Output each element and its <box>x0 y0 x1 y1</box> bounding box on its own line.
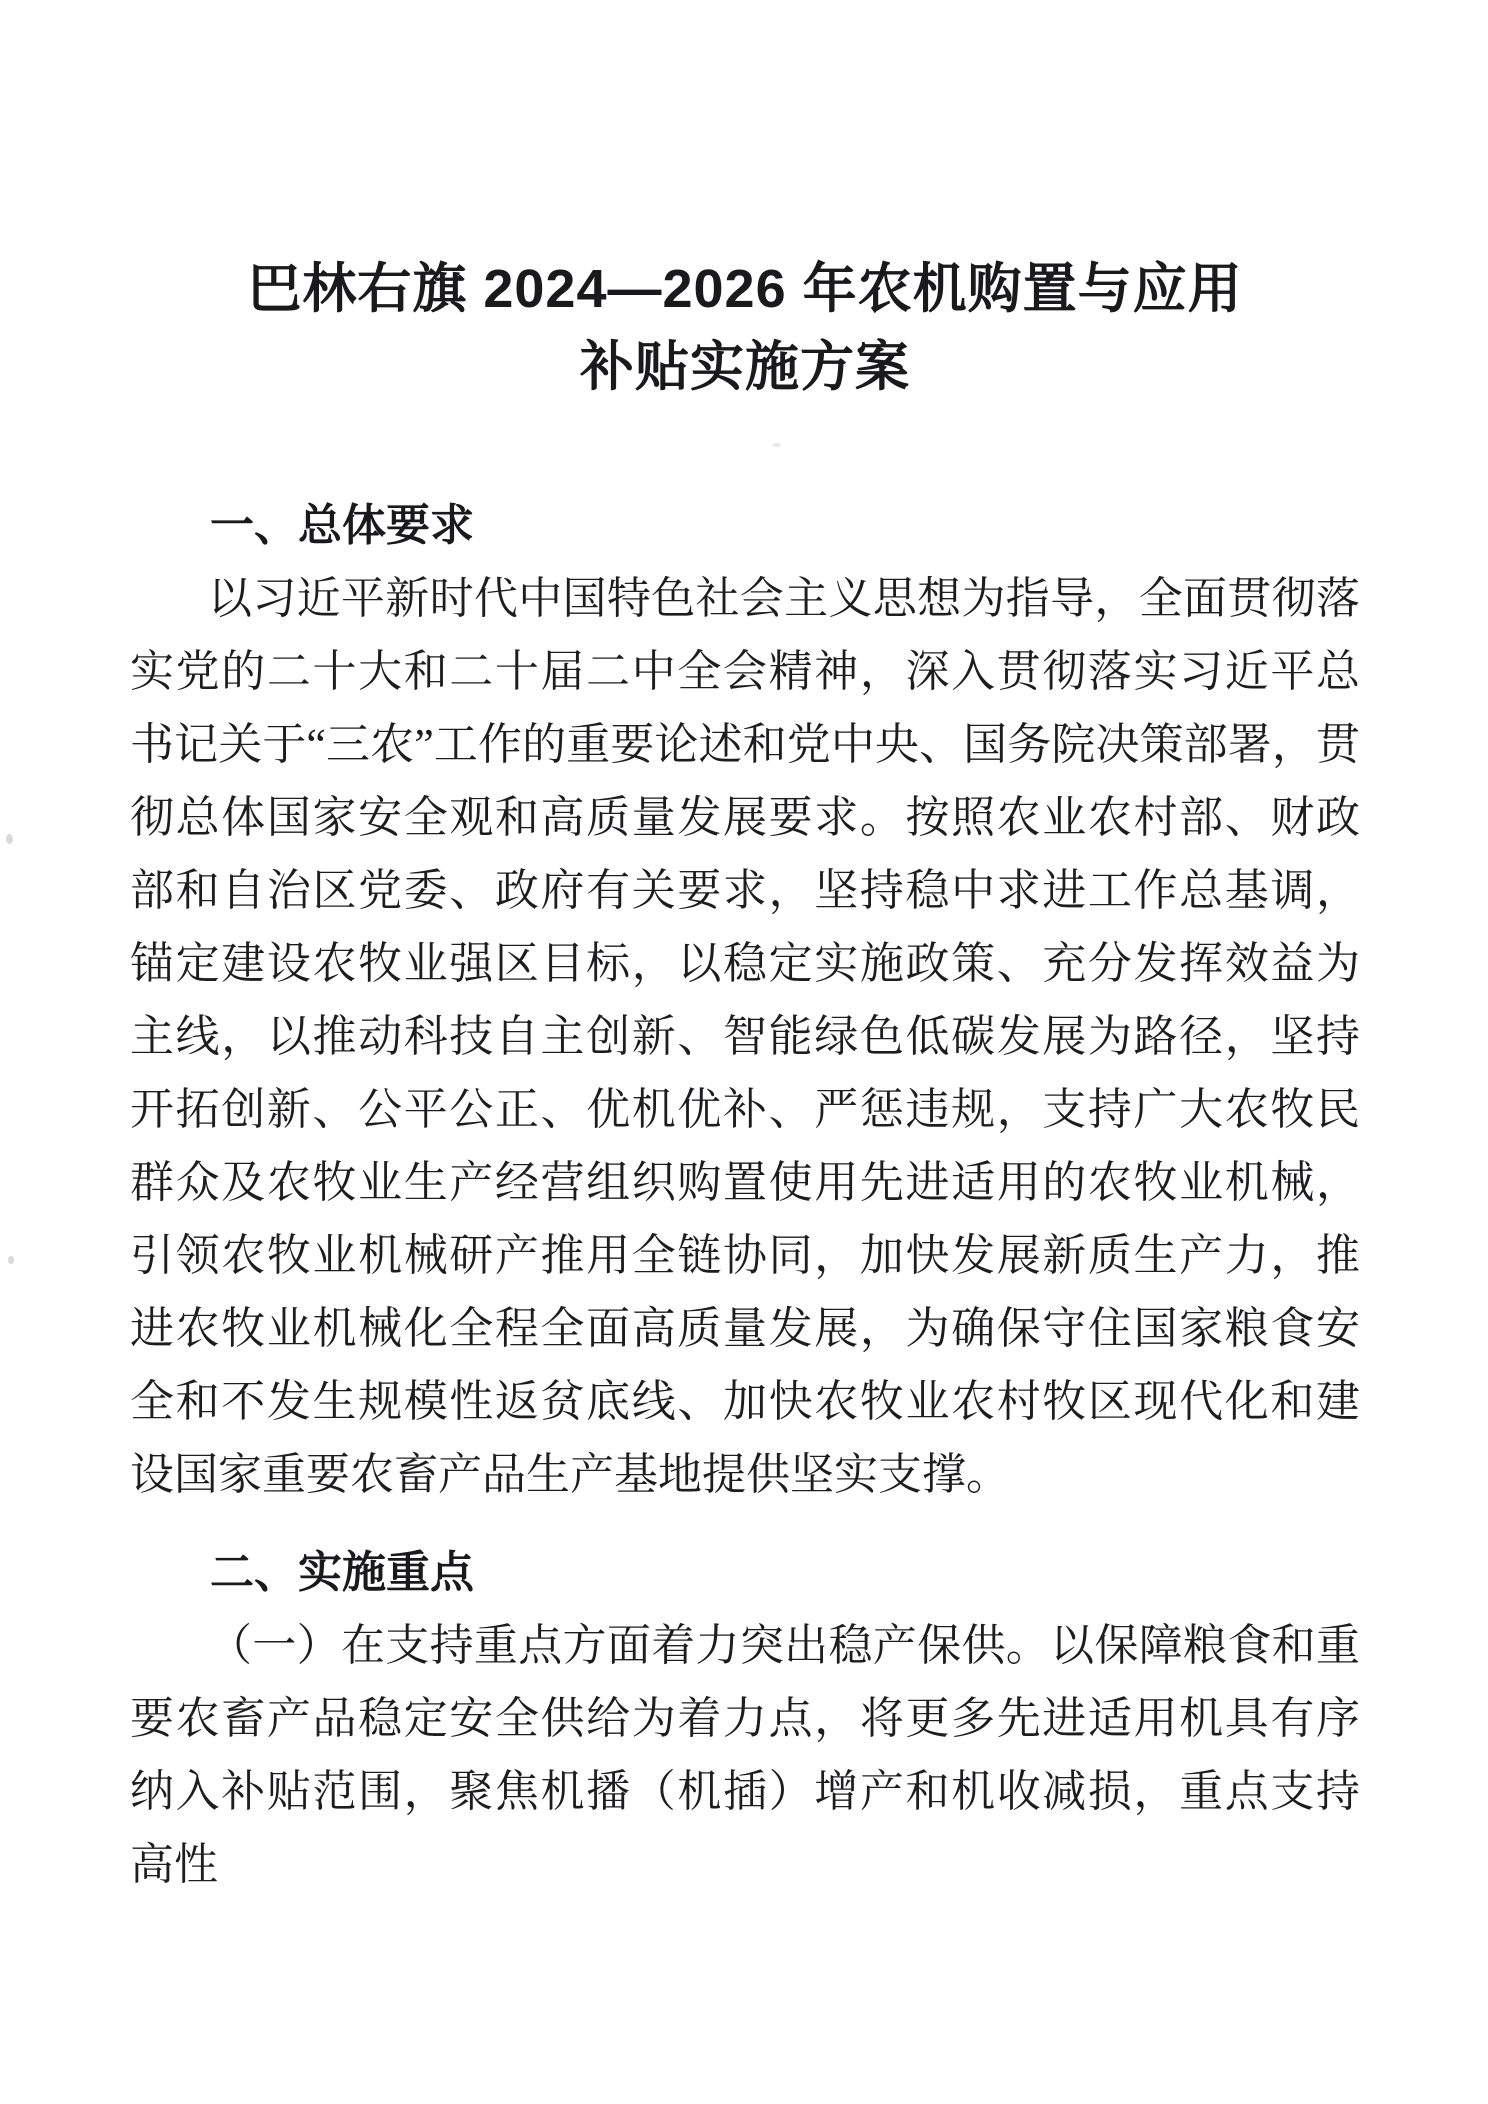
section-implementation-focus-paragraph: （一）在支持重点方面着力突出稳产保供。以保障粮食和重要农畜产品稳定安全供给为着力点，将更多先进适用机具有序纳入补贴范围，聚焦机播（机插）增产和机收减损，重点支持高性 <box>130 1621 1360 1889</box>
scan-speck <box>6 834 13 844</box>
section-heading-implementation-focus: 二、实施重点 <box>210 1548 474 1597</box>
document-title-line1: 巴林右旗 2024—2026 年农机购置与应用 <box>247 259 1243 319</box>
scan-speck <box>772 443 781 447</box>
document-title-line2: 补贴实施方案 <box>580 337 910 397</box>
section-general-requirements-paragraph: 以习近平新时代中国特色社会主义思想为指导，全面贯彻落实党的二十大和二十届二中全会精神，深入贯彻落实习近平总书记关于“三农”工作的重要论述和党中央、国务院决策部署，贯彻总体国家安全观和高质量发展要求。按照农业农村部、财政部和自治区党委、政府有关要求，坚持稳中求进工作总基调，锚定建设农牧业强区目标，以稳定实施政策、充分发挥效益为主线，以推动科技自主创新、智能绿色低碳发展为路径，坚持开拓创新、公平公正、优机优补、严惩违规，支持广大农牧民群众及农牧业生产经营组织购置使用先进适用的农牧业机械，引领农牧业机械研产推用全链协同，加快发展新质生产力，推进农牧业机械化全程全面高质量发展，为确保守住国家粮食安全和不发生规模性返贫底线、加快农牧业农村牧区现代化和建设国家重要农畜产品生产基地提供坚实支撑。 <box>130 574 1360 1499</box>
document-title <box>130 250 1360 406</box>
scan-speck <box>8 1256 14 1264</box>
section-heading-general-requirements: 一、总体要求 <box>210 501 474 550</box>
